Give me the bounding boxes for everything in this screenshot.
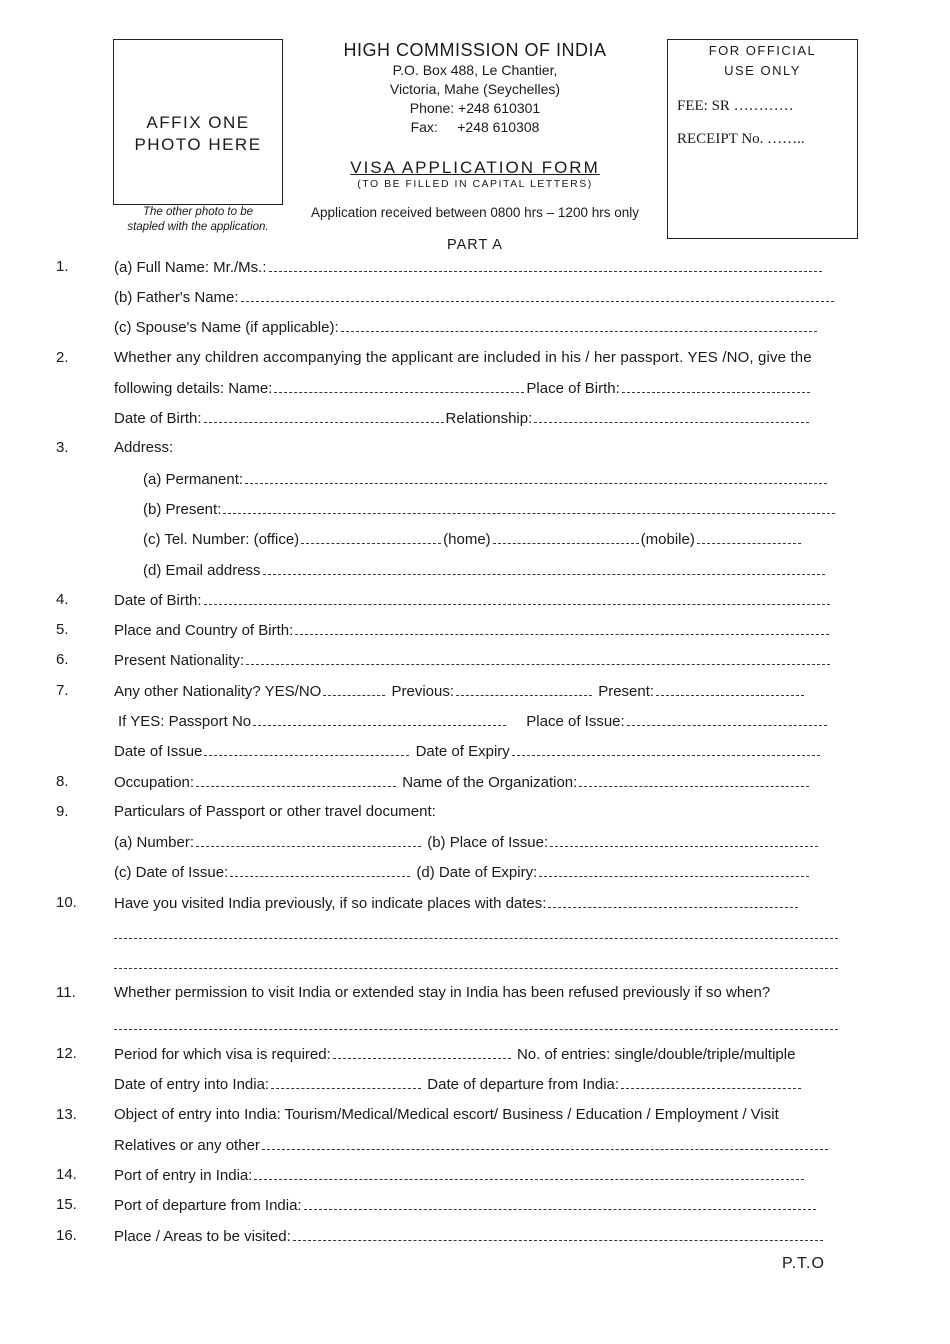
dob-field[interactable] (204, 590, 830, 605)
child-name-label: following details: Name: (114, 380, 273, 397)
address-line2: Victoria, Mahe (Seychelles) (389, 81, 561, 97)
official-line1: FOR OFFICIAL (708, 43, 817, 58)
photo-note-line2: stapled with the application. (127, 221, 269, 233)
passport-particulars-label: Particulars of Passport or other travel document: (114, 803, 436, 820)
children-name-row (114, 378, 812, 399)
telephone-row (143, 529, 803, 550)
spouse-name-row (114, 317, 819, 338)
departure-date-field[interactable] (621, 1074, 801, 1089)
other-passport-issue-place-label: Place of Issue: (526, 713, 625, 730)
tel-office-label: (c) Tel. Number: (office) (143, 531, 300, 548)
visa-period-label: Period for which visa is required: (114, 1046, 331, 1063)
passport-number-field[interactable] (196, 832, 421, 847)
passport-dates-row (114, 862, 811, 883)
item-number: 1. (56, 258, 69, 275)
passport-expiry-date-label: (d) Date of Expiry: (416, 864, 538, 881)
visa-period-row (114, 1044, 795, 1065)
organization-field[interactable] (579, 772, 809, 787)
other-nationality-field[interactable] (323, 681, 385, 696)
present-address-row (143, 499, 837, 520)
item-number: 16. (56, 1227, 77, 1244)
nationality-field[interactable] (246, 650, 830, 665)
children-dob-row (114, 408, 811, 429)
spouse-name-label: (c) Spouse's Name (if applicable): (114, 319, 339, 336)
birthplace-row (114, 620, 831, 641)
tel-mobile-label: (mobile) (640, 531, 695, 548)
form-title-text: VISA APPLICATION FORM (350, 158, 600, 177)
full-name-label: (a) Full Name: Mr./Ms.: (114, 259, 267, 276)
father-name-label: (b) Father's Name: (114, 289, 239, 306)
item-number: 4. (56, 591, 69, 608)
port-departure-row (114, 1195, 818, 1216)
refusal-question: Whether permission to visit India or extended stay in India has been refused previously if so when? (114, 984, 771, 1001)
entry-date-field[interactable] (271, 1074, 421, 1089)
permanent-address-field[interactable] (245, 469, 827, 484)
fax: Fax: +248 610308 (410, 119, 540, 135)
other-passport-label: If YES: Passport No (118, 713, 252, 730)
previous-visit-field-3[interactable] (114, 954, 838, 969)
child-birthplace-label: Place of Birth: (526, 380, 620, 397)
port-entry-field[interactable] (254, 1165, 804, 1180)
full-name-row (114, 257, 824, 278)
visa-period-field[interactable] (333, 1044, 511, 1059)
organization-label: Name of the Organization: (402, 774, 578, 791)
tel-mobile-field[interactable] (697, 529, 801, 544)
photo-note (113, 205, 283, 235)
official-line2: USE ONLY (724, 63, 801, 78)
receipt-field: RECEIPT No. …….. (677, 131, 805, 147)
fee-field: FEE: SR ………… (677, 98, 794, 114)
previous-visit-field-2[interactable] (114, 924, 838, 939)
present-nationality-field[interactable] (656, 681, 804, 696)
other-expiry-date-label: Date of Expiry (415, 743, 510, 760)
child-birthplace-field[interactable] (622, 378, 810, 393)
page-title: HIGH COMMISSION OF INDIA (343, 40, 607, 60)
previous-visit-label: Have you visited India previously, if so indicate places with dates: (114, 895, 547, 912)
present-address-field[interactable] (223, 499, 835, 514)
entry-object-other-label: Relatives or any other (114, 1137, 260, 1154)
email-field[interactable] (263, 560, 825, 575)
other-passport-issue-place-field[interactable] (627, 711, 827, 726)
item-number: 15. (56, 1196, 77, 1213)
tel-office-field[interactable] (301, 529, 441, 544)
photo-label-line1: AFFIX ONE (146, 113, 250, 132)
form-title (300, 158, 650, 190)
previous-nationality-field[interactable] (456, 681, 592, 696)
occupation-label: Occupation: (114, 774, 195, 791)
occupation-field[interactable] (196, 772, 396, 787)
other-nationality-row (114, 681, 806, 702)
child-relationship-label: Relationship: (445, 410, 533, 427)
present-address-label: (b) Present: (143, 501, 222, 518)
entry-object-other-field[interactable] (262, 1135, 828, 1150)
port-departure-field[interactable] (304, 1195, 816, 1210)
part-heading: PART A (447, 237, 503, 253)
areas-visit-field[interactable] (293, 1226, 823, 1241)
passport-issue-place-field[interactable] (550, 832, 818, 847)
passport-number-row (114, 832, 820, 853)
father-name-field[interactable] (241, 287, 834, 302)
entry-object-label: Object of entry into India: Tourism/Medical/Medical escort/ Business / Education / Employment / Visit (114, 1106, 779, 1123)
item-number: 10. (56, 894, 77, 911)
other-passport-dates-row (114, 741, 822, 762)
children-question: Whether any children accompanying the applicant are included in his / her passport. YES /NO, give the (114, 349, 812, 366)
pto-label: P.T.O (782, 1255, 825, 1272)
dob-row (114, 590, 832, 611)
nationality-row (114, 650, 832, 671)
photo-label-line2: PHOTO HERE (134, 135, 262, 154)
areas-visit-label: Place / Areas to be visited: (114, 1228, 291, 1245)
item-number: 8. (56, 773, 69, 790)
address-line1: P.O. Box 488, Le Chantier, (392, 62, 558, 78)
child-dob-field[interactable] (204, 408, 444, 423)
phone: Phone: +248 610301 (409, 100, 541, 116)
header (300, 39, 650, 137)
previous-visit-line2 (114, 924, 838, 945)
item-number: 6. (56, 651, 69, 668)
official-use-box (667, 39, 858, 239)
passport-issue-place-label: (b) Place of Issue: (427, 834, 549, 851)
dob-label: Date of Birth: (114, 592, 202, 609)
other-issue-date-field[interactable] (204, 741, 409, 756)
entry-date-label: Date of entry into India: (114, 1076, 270, 1093)
item-number: 14. (56, 1166, 77, 1183)
spouse-name-field[interactable] (341, 317, 817, 332)
entries-label: No. of entries: single/double/triple/multiple (516, 1046, 796, 1063)
present-nationality-label: Present: (598, 683, 655, 700)
child-dob-label: Date of Birth: (114, 410, 202, 427)
port-departure-label: Port of departure from India: (114, 1197, 302, 1214)
previous-visit-row (114, 893, 800, 914)
passport-issue-date-label: (c) Date of Issue: (114, 864, 229, 881)
permanent-address-label: (a) Permanent: (143, 471, 244, 488)
port-entry-row (114, 1165, 806, 1186)
received-note: Application received between 0800 hrs – 1200 hrs only (311, 205, 639, 220)
item-number: 3. (56, 439, 69, 456)
email-label: (d) Email address (143, 562, 261, 579)
previous-visit-field[interactable] (548, 893, 798, 908)
item-number: 5. (56, 621, 69, 638)
other-passport-row (118, 711, 829, 732)
item-number: 2. (56, 349, 69, 366)
previous-nationality-label: Previous: (391, 683, 455, 700)
refusal-field[interactable] (114, 1015, 838, 1030)
passport-issue-date-field[interactable] (230, 862, 410, 877)
birthplace-field[interactable] (295, 620, 829, 635)
travel-dates-row (114, 1074, 803, 1095)
item-number: 7. (56, 682, 69, 699)
passport-number-label: (a) Number: (114, 834, 195, 851)
other-issue-date-label: Date of Issue (114, 743, 203, 760)
port-entry-label: Port of entry in India: (114, 1167, 253, 1184)
other-nationality-label: Any other Nationality? YES/NO (114, 683, 322, 700)
photo-note-line1: The other photo to be (143, 206, 253, 218)
photo-box (113, 39, 283, 205)
photo-label (114, 112, 282, 156)
tel-home-field[interactable] (493, 529, 639, 544)
occupation-row (114, 772, 811, 793)
other-expiry-date-field[interactable] (512, 741, 820, 756)
address-label: Address: (114, 439, 174, 456)
father-name-row (114, 287, 836, 308)
entry-object-other-row (114, 1135, 830, 1156)
item-number: 13. (56, 1106, 77, 1123)
email-row (143, 560, 827, 581)
nationality-label: Present Nationality: (114, 652, 245, 669)
other-passport-field[interactable] (253, 711, 506, 726)
item-number: 9. (56, 803, 69, 820)
previous-visit-line3 (114, 954, 838, 975)
birthplace-label: Place and Country of Birth: (114, 622, 294, 639)
full-name-field[interactable] (269, 257, 822, 272)
form-subtitle: (TO BE FILLED IN CAPITAL LETTERS) (357, 178, 593, 190)
child-relationship-field[interactable] (534, 408, 809, 423)
tel-home-label: (home) (443, 531, 491, 548)
departure-date-label: Date of departure from India: (427, 1076, 620, 1093)
permanent-address-row (143, 469, 829, 490)
areas-visit-row (114, 1226, 825, 1247)
refusal-line (114, 1015, 838, 1036)
child-name-field[interactable] (274, 378, 524, 393)
item-number: 11. (56, 984, 76, 1001)
item-number: 12. (56, 1045, 77, 1062)
passport-expiry-date-field[interactable] (539, 862, 809, 877)
